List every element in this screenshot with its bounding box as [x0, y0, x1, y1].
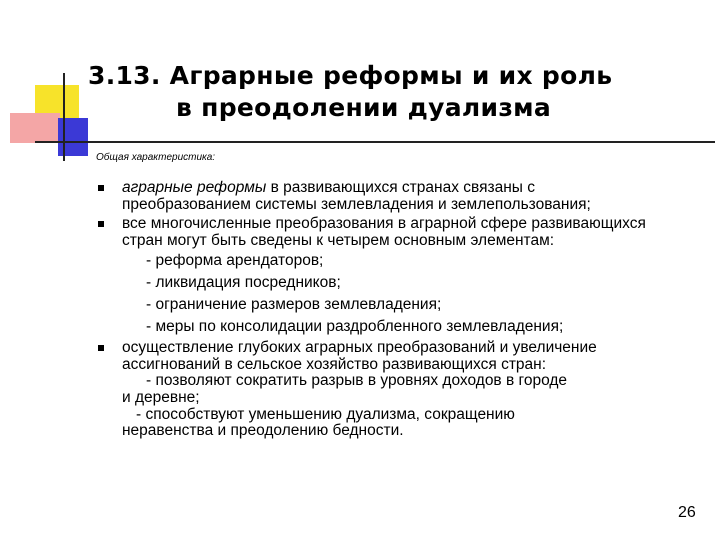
decor-red-square: [10, 113, 60, 143]
slide-title: [88, 60, 698, 124]
bullet-text: осуществление глубоких аграрных преобразований и увеличение ассигнований в сельское хозяйство развивающихся стран:: [122, 338, 597, 373]
title-divider-line: [35, 141, 715, 143]
bullet-item: [96, 340, 656, 440]
title-line-1: 3.13. Аграрные реформы и их роль: [88, 61, 613, 90]
sub-item-continuation: и деревне;: [122, 388, 200, 406]
sub-item: - ликвидация посредников;: [146, 273, 341, 291]
bullet-text: в развивающихся странах связаны с преобразованием системы землевладения и землепользования;: [122, 179, 591, 213]
square-bullet-icon: [98, 221, 104, 227]
sub-item: - ограничение размеров землевладения;: [146, 295, 442, 313]
sub-item: - меры по консолидации раздробленного землевладения;: [146, 317, 564, 335]
sub-item: - реформа арендаторов;: [146, 251, 324, 269]
sub-item: - позволяют сократить разрыв в уровнях доходов в городе: [146, 372, 568, 390]
bullet-item: [96, 216, 656, 337]
bullet-text: все многочисленные преобразования в аграрной сфере развивающихся стран могут быть сведены к четырем основным элементам:: [122, 215, 646, 250]
sub-item-continuation: неравенства и преодолению бедности.: [122, 422, 404, 440]
page-number: 26: [678, 504, 696, 521]
bullet-item: [96, 180, 656, 213]
bullet-emphasis: аграрные реформы: [122, 179, 267, 196]
decor-vertical-line: [63, 73, 65, 161]
square-bullet-icon: [98, 345, 104, 351]
section-subtitle: Общая характеристика:: [96, 152, 216, 163]
bullet-list: [96, 180, 656, 440]
title-line-2: в преодолении дуализма: [176, 93, 552, 122]
square-bullet-icon: [98, 185, 104, 191]
sub-item: - способствуют уменьшению дуализма, сокращению: [136, 405, 515, 423]
